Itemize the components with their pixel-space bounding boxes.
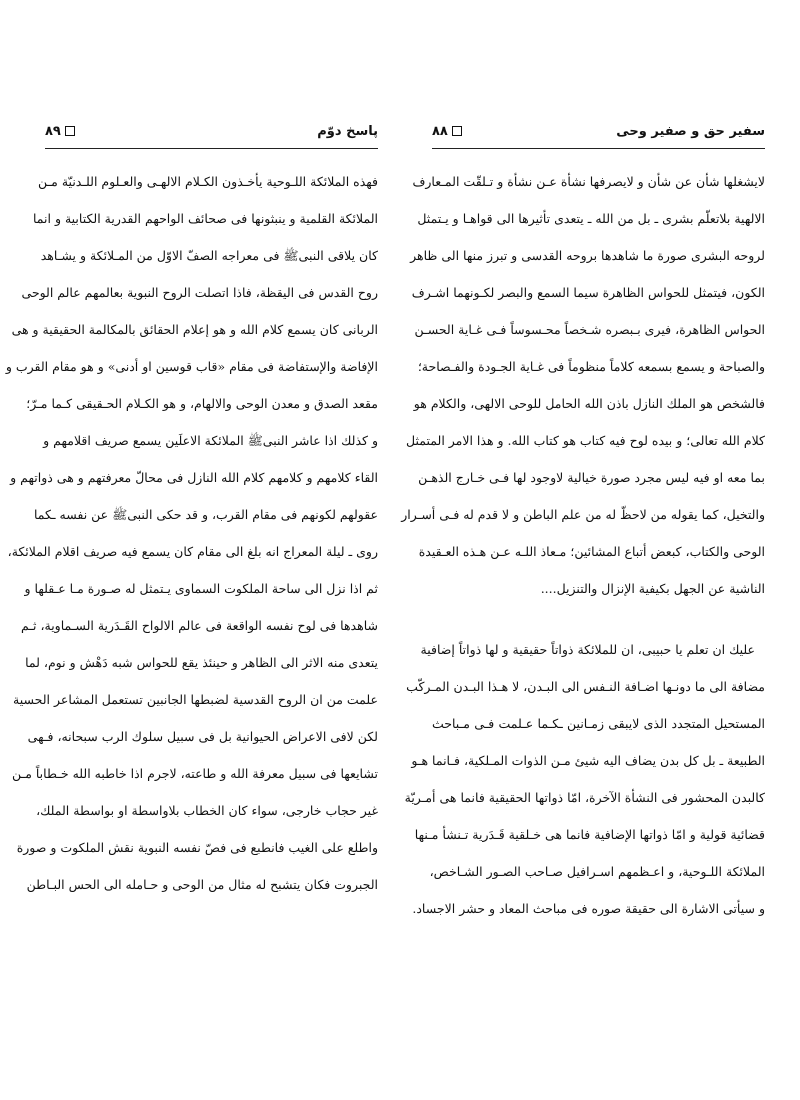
page-header — [432, 118, 765, 149]
text-line: القاء كلامهم و كلامهم كلام الله النازل فى محالّ معرفتهم و هى ذواتهم و — [10, 470, 378, 485]
left-page — [5, 118, 378, 903]
text-line: و كذلك اذا عاشر النبىﷺ الملائكة الاعلَين يسمع صريف اقلامهم و — [43, 433, 378, 448]
text-line: قضائية قولية و امّا ذواتها الإضافية فانما هى خـلقية قَـدَرية تـنشأ مـنها — [414, 827, 765, 842]
page-body — [401, 163, 765, 927]
text-line: فهذه الملائكة اللـوحية يأخـذون الكـلام الالهـى والعـلوم اللـدنيّة مـن — [38, 174, 378, 189]
text-line: الناشية عن الجهل بكيفية الإنزال والتنزيل.... — [540, 581, 765, 596]
text-line: الملائكة القلمية و ينبثونها فى صحائف الواحهم القدرية الكتابية و انما — [32, 211, 378, 226]
text-line: الجبروت فكان يتشبح له مثال من الوحى و حـامله الى الحس البـاطن — [26, 877, 378, 892]
text-line: واطلع على الغيب فانطبع فى فصّ نفسه النبوية نقش الملكوت و صورة — [16, 840, 378, 855]
text-line: الربانى كان يسمع كلام الله و هو إعلام الحقائق بالمكالمة الحقيقية و هى — [11, 322, 378, 337]
page-number: ۸۹ — [45, 123, 61, 139]
running-title: پاسخ دوّم — [317, 123, 378, 139]
text-line: الكون، فيتمثل للحواس الظاهرة سيما السمع والبصر لكـونهما اشـرف — [411, 285, 765, 300]
text-line: مقعد الصدق و معدن الوحى والالهام، و هو الكـلام الحـقيقى كـما مـرّ؛ — [26, 396, 378, 411]
text-line: روح القدس فى اليقظة، فاذا اتصلت الروح النبوية بعالمهم عالم الوحى — [21, 285, 378, 300]
text-line: روى ـ ليلة المعراج انه بلغ الى مقام كان يسمع فيه صريف اقلام الملائكة، — [7, 544, 378, 559]
text-line: المستحيل المتجدد الذى لايبقى زمـانين ـكـما عـلمت فـى مـباحث — [432, 716, 765, 731]
text-line: عليك ان تعلم يا حبيبى، ان للملائكة ذواتاً حقيقية و لها ذواتاً إضافية — [420, 642, 755, 657]
text-line: و سيأتى الاشارة الى حقيقة صوره فى مباحث المعاد و حشر الاجساد. — [412, 901, 765, 916]
text-line: الملائكة اللـوحية، و اعـظمهم اسـرافيل صـاحب الصـور الشـاخص، — [429, 864, 765, 879]
paragraph-gap — [432, 607, 765, 631]
text-line: يتعدى منه الاثر الى الظاهر و حينئذ يقع للحواس شبه دَهْش و نوم، لما — [25, 655, 378, 670]
text-line: والتخيل، كما يقوله من لاحظّ له من علم الباطن و لا قدم له فـى أسـرار — [401, 507, 765, 522]
text-line: علمت من ان الروح القدسية لضبطها الجانبين تستعمل المشاعر الحسية — [13, 692, 378, 707]
text-line: غير حجاب خارجى، سواء كان الخطاب بلاواسطة او بواسطة الملك، — [36, 803, 378, 818]
text-line: عقولهم لكونهم فى مقام القرب، و قد حكى النبىﷺ عن نفسه ـكما — [33, 507, 378, 522]
text-line: الحواس الظاهرة، فيرى بـبصره شـخصاً محـسوساً فـى غـاية الحسـن — [414, 322, 765, 337]
running-title: سفير حق و صفير وحى — [616, 123, 765, 139]
text-line: لايشغلها شأن عن شأن و لايصرفها نشأة عـن نشأة و تـلقّت المـعارف — [412, 174, 765, 189]
text-line: الالهية بلاتعلّم بشرى ـ بل من الله ـ يتعدى تأثيرها الى قواهـا و يـتمثل — [417, 211, 765, 226]
square-ornament-icon — [452, 126, 462, 136]
text-line: كلام الله تعالى؛ و بيده لوح فيه كتاب هو كتاب الله. و هذا الامر المتمثل — [406, 433, 765, 448]
text-line: تشايعها فى سبيل معرفة الله و طاعته، لاجرم اذا خاطبه الله خـطاباً مـن — [12, 766, 378, 781]
text-line: الإفاضة والإستفاضة فى مقام «قاب قوسين او أدنى» و هو مقام القرب و — [5, 359, 378, 374]
text-line: الطبيعة ـ بل كل بدن يضاف اليه شيئ مـن الذوات المـلكية، فـانما هـو — [411, 753, 765, 768]
text-line: كالبدن المحشور فى النشأة الآخرة، امّا ذواتها الحقيقية فانما هى أمـريّة — [404, 790, 765, 805]
text-line: شاهدها فى لوح نفسه الواقعة فى عالم الالواح القَـدَرية السـماوية، ثـم — [21, 618, 378, 633]
text-line: لروحه البشرى صورة ما شاهدها بروحه القدسى و تبرز منها الى ظاهر — [410, 248, 765, 263]
paragraph-1 — [401, 163, 765, 607]
text-line: الوحى والكتاب، كبعض أتباع المشائين؛ مـعاذ اللـه عـن هـذه العـقيدة — [418, 544, 765, 559]
text-line: فالشخص هو الملك النازل باذن الله الحامل للوحى الالهى، والكلام هو — [413, 396, 765, 411]
page-number-box — [432, 124, 462, 139]
text-line: لكن لافى الاعراض الحيوانية بل فى سبيل سلوك الرب سبحانه، فـهى — [27, 729, 378, 744]
page-body — [5, 163, 378, 903]
text-line: كان يلاقى النبىﷺ فى معراجه الصفّ الاوّل من المـلائكة و يشـاهد — [40, 248, 378, 263]
text-line: بما معه او فيه ليس مجرد صورة خيالية لاوجود لها فـى خـارج الذهـن — [418, 470, 765, 485]
page-number: ۸۸ — [432, 123, 448, 139]
page-header — [45, 118, 378, 149]
paragraph-2 — [404, 631, 765, 927]
text-line: مضافة الى ما دونـها اضـافة النـفس الى البـدن، لا هـذا البـدن المـركّب — [406, 679, 765, 694]
square-ornament-icon — [65, 126, 75, 136]
text-line: ثم اذا نزل الى ساحة الملكوت السماوى يـتمثل له صـورة مـا عـقلها و — [24, 581, 378, 596]
right-page — [401, 118, 765, 927]
page-number-box — [45, 124, 75, 139]
text-line: والصباحة و يسمع بسمعه كلاماً منظوماً فى غـاية الجـودة والفـصاحة؛ — [417, 359, 765, 374]
